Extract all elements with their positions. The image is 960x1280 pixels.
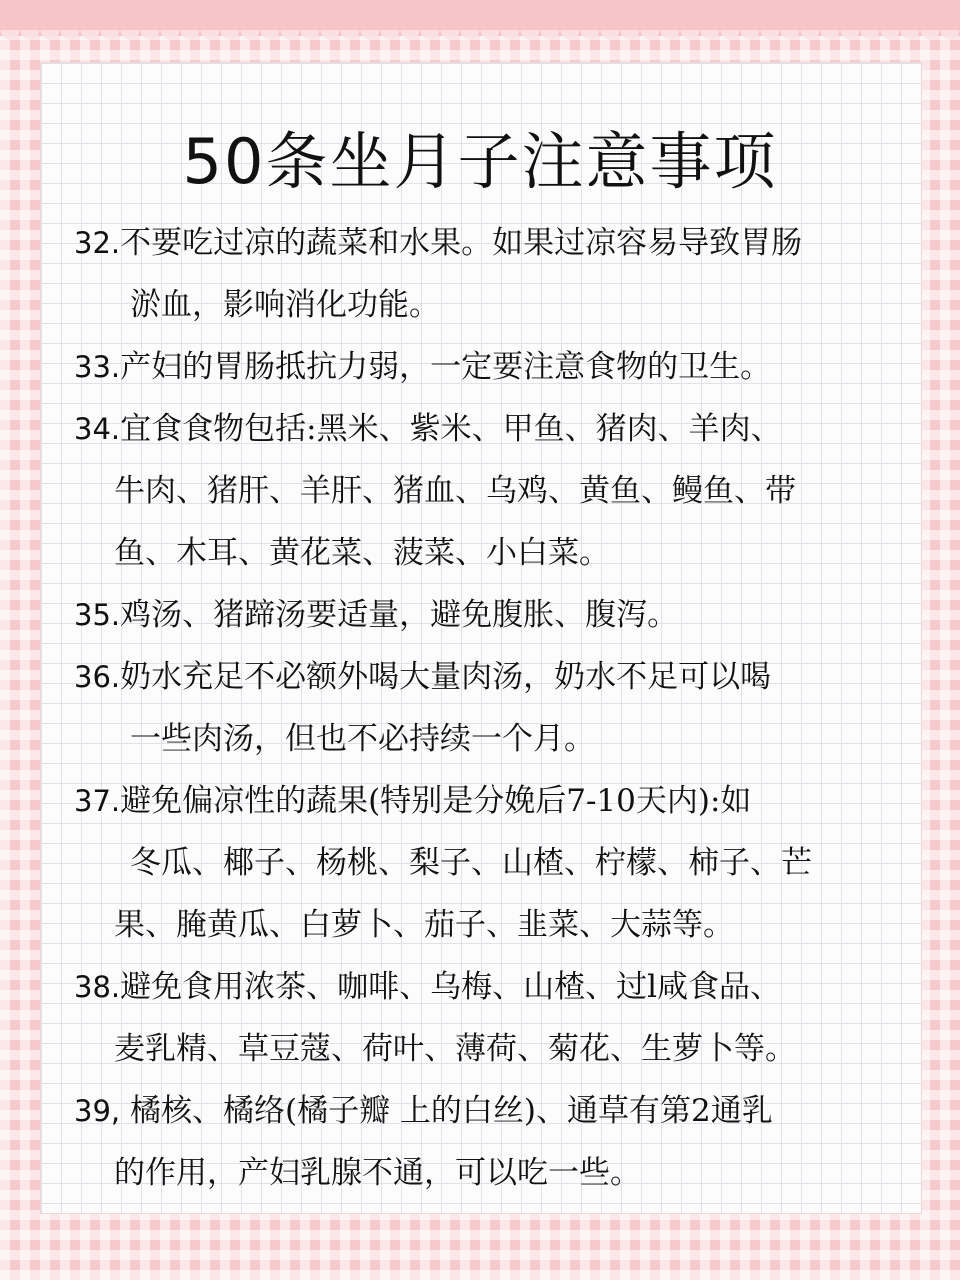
list-item-38 [74, 956, 934, 1080]
page-title: 50条坐月子注意事项 [182, 125, 778, 198]
item-text-cont: 果、腌黄瓜、白萝卜、茄子、韭菜、大蒜等。 [114, 907, 734, 943]
list-item-37 [74, 770, 934, 956]
item-number: 32. [74, 226, 121, 260]
list-item-39 [74, 1080, 934, 1204]
list-item-36 [74, 646, 934, 770]
item-text: 奶水充足不必额外喝大量肉汤，奶水不足可以喝 [120, 659, 772, 695]
lace-border [0, 30, 960, 58]
item-number: 39, [74, 1094, 121, 1128]
item-number: 33. [74, 350, 121, 384]
item-text: 避免食用浓茶、咖啡、乌梅、山楂、过l咸食品、 [120, 969, 782, 1005]
list-item-34 [74, 398, 934, 584]
item-text: 不要吃过凉的蔬菜和水果。如果过凉容易导致胃肠 [120, 225, 803, 261]
item-text-cont: 淤血，影响消化功能。 [130, 287, 440, 323]
item-number: 36. [74, 660, 121, 694]
item-text-cont: 麦乳精、草豆蔻、荷叶、薄荷、菊花、生萝卜等。 [114, 1031, 796, 1067]
item-text: 鸡汤、猪蹄汤要适量，避免腹胀、腹泻。 [120, 597, 679, 633]
item-text: 宜食食物包括:黑米、紫米、甲鱼、猪肉、羊肉、 [120, 411, 782, 447]
item-number: 35. [74, 598, 121, 632]
item-text: 橘核、橘络(橘子瓣 上的白丝)、通草有第2通乳 [120, 1093, 773, 1129]
item-text: 避免偏凉性的蔬果(特别是分娩后7-10天内):如 [120, 783, 752, 819]
list-item-35 [74, 584, 934, 646]
item-text: 产妇的胃肠抵抗力弱，一定要注意食物的卫生。 [120, 349, 772, 385]
item-text-cont: 鱼、木耳、黄花菜、菠菜、小白菜。 [114, 535, 610, 571]
item-number: 37. [74, 784, 121, 818]
item-number: 34. [74, 412, 121, 446]
item-text-cont: 的作用，产妇乳腺不通，可以吃一些。 [114, 1155, 641, 1191]
item-text-cont: 牛肉、猪肝、羊肝、猪血、乌鸡、黄鱼、鳗鱼、带 [114, 473, 796, 509]
list-item-32 [74, 212, 934, 336]
item-text-cont: 一些肉汤，但也不必持续一个月。 [130, 721, 595, 757]
notes-list [74, 212, 934, 1204]
item-number: 38. [74, 970, 121, 1004]
item-text-cont: 冬瓜、椰子、杨桃、梨子、山楂、柠檬、柿子、芒 [130, 845, 812, 881]
list-item-33 [74, 336, 934, 398]
